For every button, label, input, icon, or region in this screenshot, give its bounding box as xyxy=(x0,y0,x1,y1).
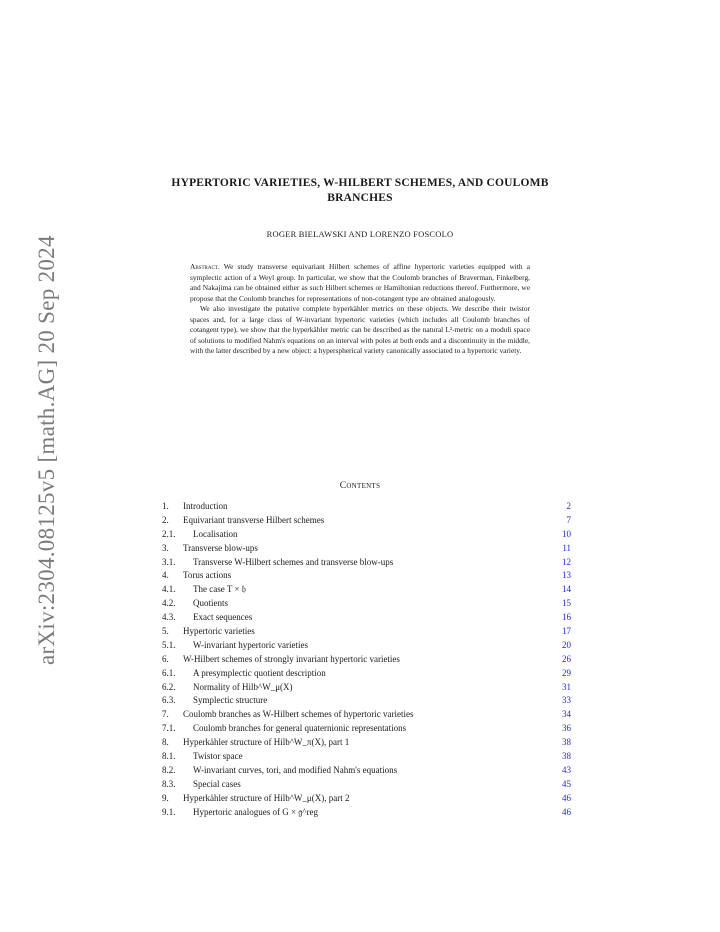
toc-entry-title: Equivariant transverse Hilbert schemes xyxy=(183,514,325,525)
toc-entry-number: 7. xyxy=(162,709,169,720)
toc-entry-title: Transverse blow-ups xyxy=(183,542,258,553)
toc-page-link[interactable]: 7 xyxy=(566,514,571,525)
toc-entry-label xyxy=(162,500,228,514)
toc-page-link[interactable]: 2 xyxy=(566,501,571,511)
toc-entry-title: A presymplectic quotient description xyxy=(193,667,326,678)
toc-entry-number: 9.1. xyxy=(162,806,176,817)
toc-entry-number: 8.1. xyxy=(162,751,176,762)
toc-entry[interactable] xyxy=(162,514,571,528)
toc-entry-title: Hyperkähler structure of Hilb^W_μ(X), part 2 xyxy=(183,792,350,803)
toc-entry-title: Twistor space xyxy=(193,751,243,762)
toc-page-link[interactable]: 11 xyxy=(562,542,571,553)
toc-entry-title: W-invariant hypertoric varieties xyxy=(193,639,308,650)
toc-entry-label xyxy=(162,792,350,806)
toc-entry-number: 8.2. xyxy=(162,764,176,775)
toc-entry-number: 6.1. xyxy=(162,667,176,678)
toc-page-link[interactable]: 46 xyxy=(562,806,571,817)
toc-entry-label xyxy=(162,806,318,820)
abstract-text-1: We study transverse equivariant Hilbert schemes of affine hypertoric varieties equipped with a symplectic action of a Weyl group. In particular, we show that the Coulomb branches of Braverman, Finkelberg, and Nakajima can be obtained either as such Hilbert schemes or Hamiltonian reductions thereof. Furthermore, we propose that the Coulomb branches for representations of non-cotangent type are obtained analogously. xyxy=(190,262,530,303)
toc-entry-number: 7.1. xyxy=(162,723,176,734)
paper-title: HYPERTORIC VARIETIES, W-HILBERT SCHEMES, AND COULOMB BRANCHES xyxy=(171,177,549,204)
abstract-label: Abstract. xyxy=(190,262,220,271)
toc-entry-number: 8.3. xyxy=(162,778,176,789)
toc-entry-label xyxy=(162,778,241,792)
toc-entry-number: 4.2. xyxy=(162,598,176,609)
toc-entry[interactable] xyxy=(162,722,571,736)
toc-entry[interactable] xyxy=(162,556,571,570)
abstract-paragraph-2 xyxy=(190,304,530,357)
toc-page-link[interactable]: 38 xyxy=(562,751,571,762)
toc-page-link[interactable]: 34 xyxy=(562,709,571,720)
toc-entry-number: 4.3. xyxy=(162,612,176,623)
abstract-text-2: We also investigate the putative complete hyperkähler metrics on these objects. We describe their twistor spaces and, for a large class of W-invariant hypertoric varieties (which includes all Coulomb branches of cotangent type), we show that the hyperkähler metric can be described as the natural L²-metric on a moduli space of solutions to modified Nahm's equations on an interval with poles at both ends and a discontinuity in the middle, with the latter described by a new object: a hyperspherical variety canonically associated to a hypertoric variety. xyxy=(190,304,530,355)
toc-entry-title: The case T × 𝔥 xyxy=(193,584,246,595)
toc-entry-label xyxy=(162,569,231,583)
arxiv-identifier: arXiv:2304.08125v5 [math.AG] 20 Sep 2024 xyxy=(34,235,59,665)
toc-page-link[interactable]: 36 xyxy=(562,723,571,734)
toc-entry-number: 6.3. xyxy=(162,695,176,706)
toc-page-link[interactable]: 13 xyxy=(562,570,571,581)
toc-entry-label xyxy=(162,653,400,667)
toc-entry-label xyxy=(162,528,238,542)
toc-entry[interactable] xyxy=(162,764,571,778)
toc-page-link[interactable]: 46 xyxy=(562,792,571,803)
toc-entry-title: Torus actions xyxy=(183,570,232,581)
toc-entry-number: 8. xyxy=(162,737,169,748)
toc-page-link[interactable]: 29 xyxy=(562,667,571,678)
abstract xyxy=(190,262,530,357)
contents-heading: Contents xyxy=(339,481,381,491)
toc-entry-number: 1. xyxy=(162,501,169,511)
toc-page-link[interactable]: 38 xyxy=(562,737,571,748)
paper-authors: ROGER BIELAWSKI AND LORENZO FOSCOLO xyxy=(266,229,454,239)
toc-entry-title: Hypertoric analogues of G × 𝔤^reg xyxy=(193,806,319,817)
toc-entry[interactable] xyxy=(162,792,571,806)
toc-entry[interactable] xyxy=(162,653,571,667)
toc-page-link[interactable]: 33 xyxy=(562,695,571,706)
toc-entry[interactable] xyxy=(162,528,571,542)
toc-entry-title: Hyperkähler structure of Hilb^W_π(X), part 1 xyxy=(183,737,350,748)
toc-entry-title: Normality of Hilb^W_μ(X) xyxy=(193,681,293,692)
toc-entry-label xyxy=(162,667,326,681)
toc-page-link[interactable]: 17 xyxy=(562,626,571,637)
toc-entry-number: 6. xyxy=(162,653,169,664)
toc-entry-title: Coulomb branches for general quaternionic representations xyxy=(193,723,407,734)
toc-entry-number: 5. xyxy=(162,626,169,637)
toc-entry-title: W-invariant curves, tori, and modified Nahm's equations xyxy=(193,764,398,775)
toc-entry-label xyxy=(162,611,252,625)
toc-entry-label xyxy=(162,722,406,736)
toc-entry-number: 4. xyxy=(162,570,169,581)
toc-entry-title: Symplectic structure xyxy=(193,695,268,706)
toc-entry-number: 6.2. xyxy=(162,681,176,692)
toc-entry-title: Localisation xyxy=(193,528,238,539)
toc-entry[interactable] xyxy=(162,736,571,750)
toc-entry-label xyxy=(162,750,243,764)
toc-entry-label xyxy=(162,625,255,639)
toc-page-link[interactable]: 26 xyxy=(562,653,571,664)
toc-entry-label xyxy=(162,542,258,556)
toc-entry-number: 2. xyxy=(162,514,169,525)
toc-page-link[interactable]: 45 xyxy=(562,778,571,789)
toc-entry[interactable] xyxy=(162,625,571,639)
toc-entry[interactable] xyxy=(162,778,571,792)
toc-page-link[interactable]: 10 xyxy=(562,528,571,539)
toc-entry[interactable] xyxy=(162,500,571,514)
toc-entry-number: 5.1. xyxy=(162,639,176,650)
toc-entry-label xyxy=(162,597,228,611)
toc-entry[interactable] xyxy=(162,806,571,820)
toc-entry-label xyxy=(162,681,293,695)
toc-entry[interactable] xyxy=(162,681,571,695)
toc-entry-number: 4.1. xyxy=(162,584,176,595)
toc-entry-label xyxy=(162,694,267,708)
toc-entry[interactable] xyxy=(162,639,571,653)
toc-entry-number: 3.1. xyxy=(162,556,176,567)
toc-entry-title: Hypertoric varieties xyxy=(183,626,255,637)
toc-entry-title: Quotients xyxy=(193,598,228,609)
toc-entry-number: 9. xyxy=(162,792,169,803)
toc-entry-label xyxy=(162,764,397,778)
toc-entry[interactable] xyxy=(162,667,571,681)
toc-entry-title: Transverse W-Hilbert schemes and transverse blow-ups xyxy=(193,556,394,567)
toc-entry[interactable] xyxy=(162,542,571,556)
toc-entry[interactable] xyxy=(162,694,571,708)
toc-entry-number: 3. xyxy=(162,542,169,553)
toc-entry[interactable] xyxy=(162,569,571,583)
toc-entry-label xyxy=(162,583,246,597)
toc-entry-label xyxy=(162,736,349,750)
toc-page-link[interactable]: 15 xyxy=(562,598,571,609)
table-of-contents xyxy=(162,500,571,819)
toc-entry-title: Introduction xyxy=(183,501,228,511)
toc-page-link[interactable]: 20 xyxy=(562,639,571,650)
toc-entry[interactable] xyxy=(162,583,571,597)
toc-entry-title: W-Hilbert schemes of strongly invariant hypertoric varieties xyxy=(183,653,400,664)
toc-page-link[interactable]: 43 xyxy=(562,764,571,775)
toc-entry[interactable] xyxy=(162,750,571,764)
toc-page-link[interactable]: 16 xyxy=(562,612,571,623)
toc-page-link[interactable]: 12 xyxy=(562,556,571,567)
toc-entry-label xyxy=(162,556,393,570)
toc-entry-number: 2.1. xyxy=(162,528,176,539)
abstract-paragraph-1 xyxy=(190,262,530,304)
toc-page-link[interactable]: 31 xyxy=(562,681,571,692)
toc-entry-label xyxy=(162,514,324,528)
toc-entry[interactable] xyxy=(162,611,571,625)
toc-entry-title: Exact sequences xyxy=(193,612,253,623)
toc-entry[interactable] xyxy=(162,708,571,722)
toc-entry[interactable] xyxy=(162,597,571,611)
toc-entry-label xyxy=(162,639,308,653)
toc-page-link[interactable]: 14 xyxy=(562,584,571,595)
toc-entry-label xyxy=(162,708,414,722)
toc-entry-title: Coulomb branches as W-Hilbert schemes of hypertoric varieties xyxy=(183,709,414,720)
toc-entry-title: Special cases xyxy=(193,778,241,789)
